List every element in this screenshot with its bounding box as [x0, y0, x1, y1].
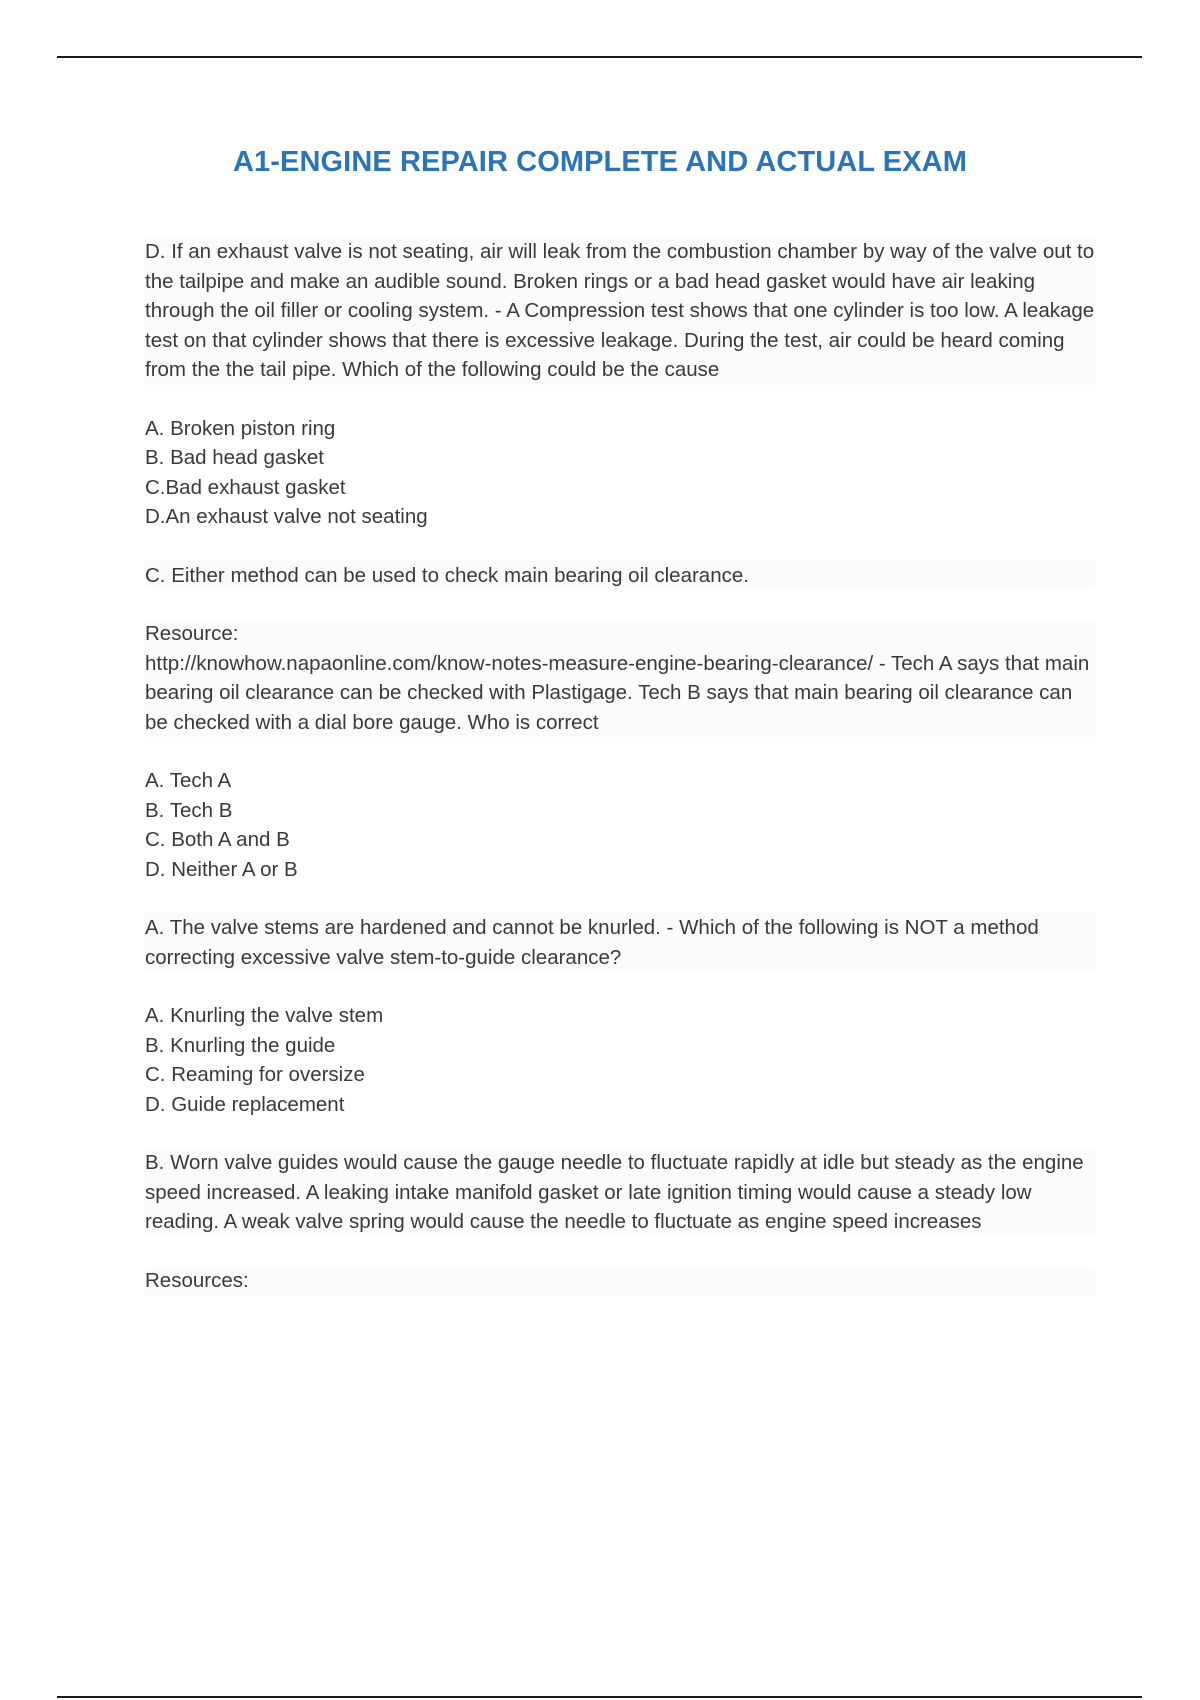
answer-option: B. Tech B — [145, 798, 233, 822]
document-body — [145, 237, 1095, 1324]
resources-label: Resources: — [145, 1266, 1095, 1296]
answer-option: A. Tech A — [145, 769, 232, 792]
answer-option: B. Knurling the guide — [145, 1033, 336, 1057]
answer-options — [145, 414, 1095, 532]
answer-option: C. Both A and B — [145, 828, 290, 851]
question-explanation: A. The valve stems are hardened and cannot be knurled. - Which of the following is NOT a method correcting excessive valve stem-to-guide clearance? — [145, 913, 1095, 972]
resource-label: Resource: — [145, 622, 239, 645]
resource-block — [145, 619, 1095, 737]
answer-options — [145, 1001, 1095, 1119]
document-title: A1-ENGINE REPAIR COMPLETE AND ACTUAL EXAM — [233, 146, 967, 178]
question-explanation: B. Worn valve guides would cause the gauge needle to fluctuate rapidly at idle but steady as the engine speed increased. A leaking intake manifold gasket or late ignition timing would cause a steady low reading. A weak valve spring would cause the needle to fluctuate as engine speed increases — [145, 1148, 1095, 1237]
answer-option: B. Bad head gasket — [145, 446, 324, 469]
answer-option: A. Knurling the valve stem — [145, 1004, 384, 1027]
answer-option: C. Reaming for oversize — [145, 1063, 365, 1086]
header-rule — [57, 56, 1142, 58]
answer-option: C.Bad exhaust gasket — [145, 475, 346, 499]
answer-option: D. Neither A or B — [145, 857, 298, 881]
answer-option: D. Guide replacement — [145, 1092, 345, 1116]
question-explanation: C. Either method can be used to check main bearing oil clearance. — [145, 561, 1095, 591]
answer-option: D.An exhaust valve not seating — [145, 505, 428, 528]
resource-question: http://knowhow.napaonline.com/know-notes-measure-engine-bearing-clearance/ - Tech A says that main bearing oil clearance can be checked with Plastigage. Tech B says that main bearing oil clearance can be checked with a dial bore gauge. Who is correct — [145, 651, 1090, 734]
answer-options — [145, 766, 1095, 884]
footer-rule — [57, 1696, 1142, 1698]
answer-option: A. Broken piston ring — [145, 416, 336, 440]
question-explanation: D. If an exhaust valve is not seating, air will leak from the combustion chamber by way of the valve out to the tailpipe and make an audible sound. Broken rings or a bad head gasket would have air leaking through the oil filler or cooling system. - A Compression test shows that one cylinder is too low. A leakage test on that cylinder shows that there is excessive leakage. During the test, air could be heard coming from the the tail pipe. Which of the following could be the cause — [145, 237, 1095, 385]
